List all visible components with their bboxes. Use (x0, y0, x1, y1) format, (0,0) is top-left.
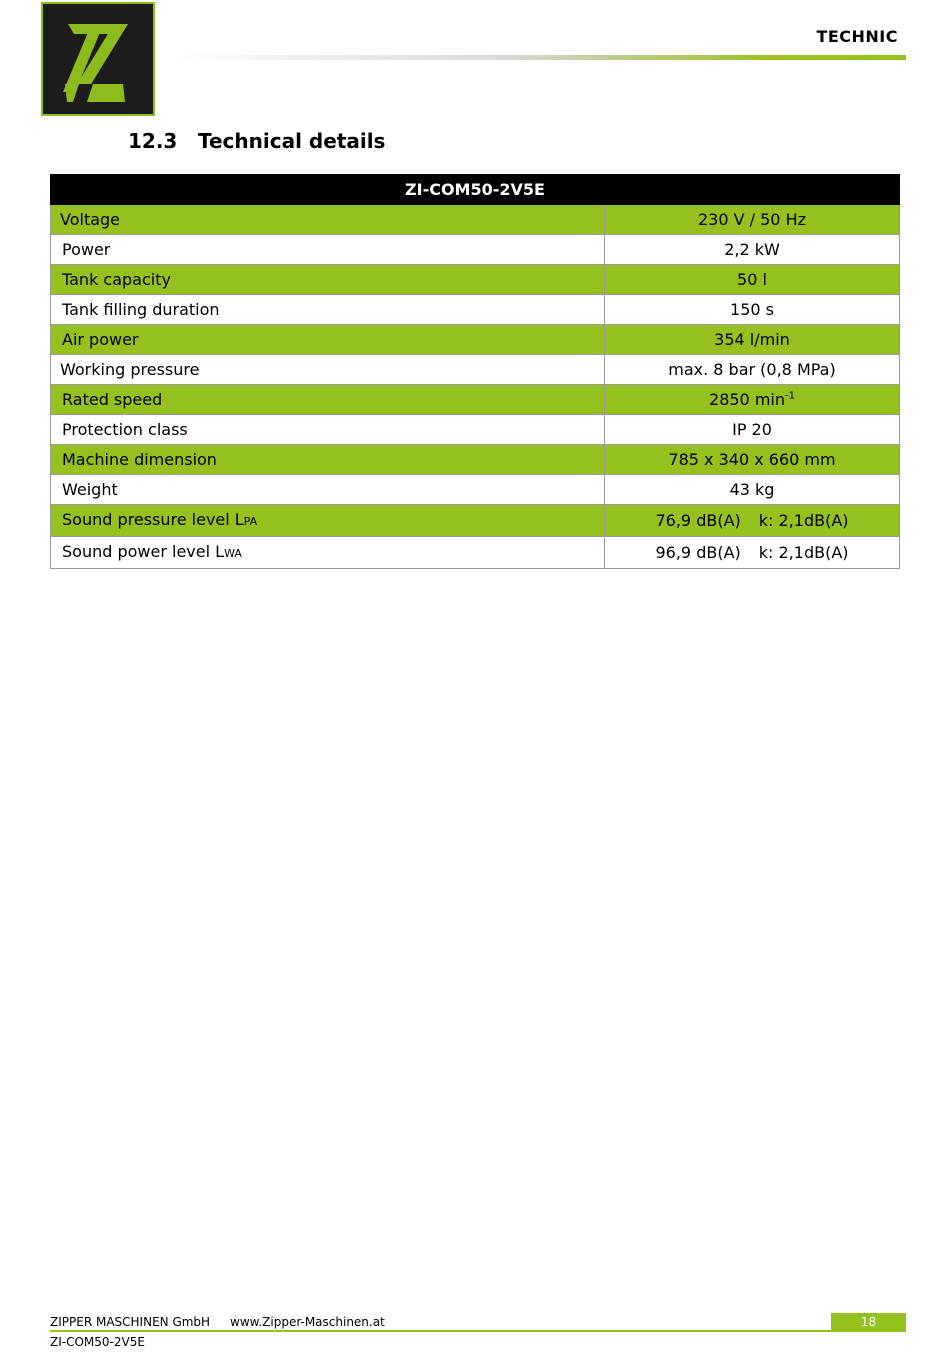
footer-company: ZIPPER MASCHINEN GmbH (50, 1315, 211, 1329)
table-row (51, 355, 900, 385)
spec-value-cell (605, 385, 900, 415)
section-number: 12.3 (128, 129, 178, 153)
spec-value: 150 s (605, 295, 900, 325)
zipper-logo-icon (41, 2, 155, 116)
spec-label: Rated speed (51, 385, 605, 415)
footer-model: ZI-COM50-2V5E (50, 1335, 145, 1349)
footer-divider (50, 1330, 906, 1332)
spec-label: Sound power level L (62, 542, 225, 561)
spec-label: Sound pressure level L (62, 510, 244, 529)
table-row (51, 537, 900, 569)
technical-details-table (50, 174, 900, 569)
spec-value-cell (605, 537, 900, 569)
table-row (51, 325, 900, 355)
spec-value: 2,2 kW (605, 235, 900, 265)
spec-label: Protection class (51, 415, 605, 445)
spec-label: Machine dimension (51, 445, 605, 475)
spec-value: 230 V / 50 Hz (605, 205, 900, 235)
spec-value: 96,9 dB(A) (655, 543, 741, 562)
table-row (51, 235, 900, 265)
spec-label-subscript: WA (224, 547, 242, 560)
table-row (51, 265, 900, 295)
page-number-badge: 18 (831, 1313, 906, 1331)
spec-label: Voltage (51, 205, 605, 235)
spec-label-subscript: PA (243, 515, 258, 528)
spec-value: IP 20 (605, 415, 900, 445)
model-header: ZI-COM50-2V5E (51, 175, 900, 205)
spec-label: Power (51, 235, 605, 265)
table-row (51, 295, 900, 325)
table-row (51, 385, 900, 415)
spec-value-tolerance: k: 2,1dB(A) (758, 543, 849, 562)
spec-label: Weight (51, 475, 605, 505)
table-header-row (51, 175, 900, 205)
header-section-label: TECHNIC (816, 27, 898, 46)
spec-value: max. 8 bar (0,8 MPa) (605, 355, 900, 385)
spec-value: 785 x 340 x 660 mm (605, 445, 900, 475)
spec-value-tolerance: k: 2,1dB(A) (758, 511, 849, 530)
spec-value: 76,9 dB(A) (655, 511, 741, 530)
spec-value: 50 l (605, 265, 900, 295)
spec-value: 43 kg (605, 475, 900, 505)
spec-label: Air power (51, 325, 605, 355)
spec-value-superscript: -1 (785, 390, 795, 402)
table-row (51, 445, 900, 475)
spec-value: 354 l/min (605, 325, 900, 355)
header-divider (170, 55, 906, 60)
spec-value-cell (605, 505, 900, 537)
table-row (51, 205, 900, 235)
spec-label-cell (51, 537, 605, 569)
spec-label: Working pressure (51, 355, 605, 385)
table-row (51, 415, 900, 445)
spec-label-cell (51, 505, 605, 537)
section-title: Technical details (198, 129, 386, 153)
spec-value: 2850 min (709, 390, 785, 409)
spec-label: Tank capacity (51, 265, 605, 295)
section-heading (128, 129, 385, 153)
spec-label: Tank filling duration (51, 295, 605, 325)
footer-website-link[interactable]: www.Zipper-Maschinen.at (230, 1315, 385, 1329)
table-row (51, 505, 900, 537)
table-row (51, 475, 900, 505)
